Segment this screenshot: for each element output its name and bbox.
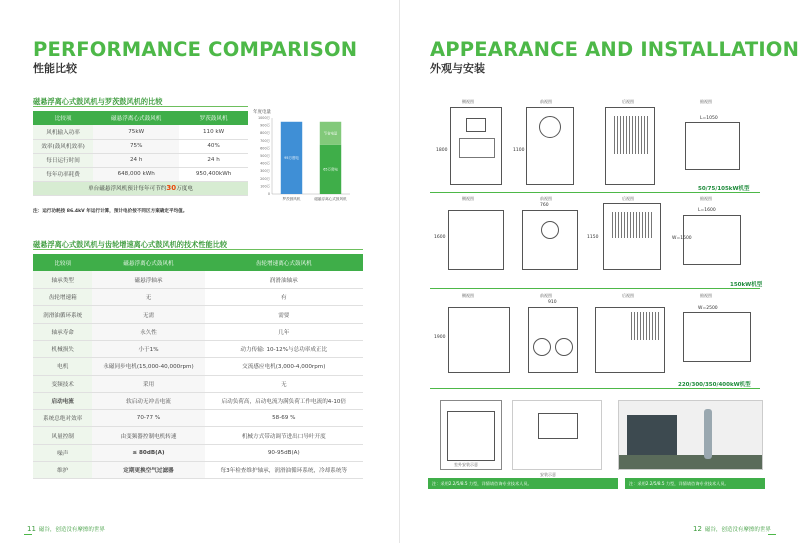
footer-slogan: 磁谷，创造没有摩擦的世界 [704,527,771,533]
caption: 侧视图 [462,99,474,104]
table-header: 磁悬浮离心式鼓风机 [93,111,179,125]
page-number: 12 [693,525,702,533]
table-cell: 启动电流 [33,392,92,409]
dimension-label: 1900 [434,335,446,340]
table-cell: 40% [179,139,248,153]
table-cell: 950,400kWh [179,167,248,181]
table-cell: 每3年检查维护轴承，润滑油循环系统，冷却系统等 [205,462,363,479]
y-tick-label: 500万 [260,154,270,158]
bar-label: 65万度电 [323,167,338,172]
caption: 后视图 [622,196,634,201]
table-row [33,375,363,392]
table-row [33,125,248,139]
page-number: 11 [27,525,36,533]
section-title: 磁悬浮离心式鼓风机与齿轮增速离心式鼓风机的技术性能比较 [33,240,228,249]
table-cell: 58-69 % [205,410,363,427]
dimension-label: 910 [548,300,557,305]
comparison-table-1 [33,111,248,196]
table-cell: ≤ 80dB(A) [92,444,204,461]
footer [24,525,105,533]
table-cell: 齿轮增速箱 [33,289,92,306]
table-header: 罗茨鼓风机 [179,111,248,125]
y-tick-label: 1000万 [257,116,270,120]
caption: 安装示意 [540,472,556,477]
table-cell: 效率(鼓风机效率) [33,139,93,153]
blower-drawing-top [683,312,751,362]
table-cell: 机械方式带动调节进出口导叶开度 [205,427,363,444]
x-tick-label: 磁悬浮离心式鼓风机 [314,197,347,201]
caption: 室外安装示意 [454,462,478,467]
model-label: 50/75/105kW机型 [698,186,750,192]
dimension-label: 760 [540,203,549,208]
footnote: 注：运行功耗按 86.4kV 年运行计算，预计电价按不同区方案确定平均值。 [33,209,188,214]
table-cell: 90-95dB(A) [205,444,363,461]
table-cell: 润滑油循环系统 [33,306,92,323]
table-cell: 648,000 kWh [93,167,179,181]
table-cell: 75% [93,139,179,153]
caption: 侧视图 [462,293,474,298]
caption: 前视图 [540,196,552,201]
install-layout-drawing [512,400,602,470]
model-divider [430,388,760,389]
table-cell: 轴承寿命 [33,323,92,340]
y-tick-label: 800万 [260,131,270,136]
blower-drawing-back [603,203,661,270]
table-cell: 70-77 % [92,410,204,427]
dimension-label: 1150 [587,235,599,240]
model-divider [430,192,760,193]
install-note: 注：采用2.2/5/8.5 力型，详情请咨询专业技术人员。 [428,478,618,489]
table-row [33,289,363,306]
caption: 前视图 [540,99,552,104]
blower-drawing-back [595,307,665,373]
blower-drawing-back [605,107,655,185]
dimension-label: L=1050 [700,116,718,121]
table-cell: 风机输入功率 [33,125,93,139]
chart-title: 年度电量 [253,110,271,115]
dimension-label: 1800 [436,148,448,153]
model-divider [430,288,760,289]
table-cell: 维护 [33,462,92,479]
y-tick-label: 400万 [260,161,270,166]
right-page [400,0,800,543]
y-tick-label: 300万 [260,169,270,174]
bar-label: 节省电量 [323,131,338,136]
dimension-label: W=2500 [698,306,718,311]
page-subtitle: 性能比较 [33,62,77,75]
model-label: 150kW机型 [730,282,763,288]
table-cell: 机械损失 [33,340,92,357]
page-subtitle: 外观与安装 [430,62,485,75]
table-row [33,323,363,340]
table-cell: 风量控制 [33,427,92,444]
table-row [33,462,363,479]
install-unit-drawing [440,400,502,470]
blower-drawing-front [526,107,574,185]
page-title: PERFORMANCE COMPARISON [33,38,358,61]
table-header: 齿轮增速离心式鼓风机 [205,254,363,271]
table-cell: 由变频器控制电机转速 [92,427,204,444]
table-row [33,306,363,323]
blower-drawing-side [448,307,510,373]
dimension-label: W=1500 [672,236,692,241]
table-header: 比较项 [33,254,92,271]
table-row [33,340,363,357]
savings-value: 30 [166,184,177,192]
blower-drawing-side [450,107,502,185]
model-label: 220/300/350/400kW机型 [678,382,751,388]
blower-drawing-side [448,210,504,270]
blower-drawing-front [528,307,578,373]
y-tick-label: 600万 [260,146,270,151]
caption: 俯视图 [700,99,712,104]
energy-bar-chart [250,106,360,216]
table-cell: 采用 [92,375,204,392]
comparison-table-2 [33,254,363,479]
table-cell: 无需 [92,306,204,323]
caption: 后视图 [622,99,634,104]
install-note: 注：采用2.2/5/8.5 力型，详情请咨询专业技术人员。 [625,478,765,489]
table-row [33,271,363,288]
table-row [33,153,248,167]
caption: 后视图 [622,293,634,298]
section-divider [33,106,248,107]
table-cell: 噪声 [33,444,92,461]
table-cell: 轴承类型 [33,271,92,288]
table-row [33,167,248,181]
table-cell: 几年 [205,323,363,340]
table-cell: 小于1% [92,340,204,357]
table-cell: 电机 [33,358,92,375]
table-cell: 24 h [179,153,248,167]
savings-unit: 万度电 [176,186,193,192]
footer [690,525,771,533]
caption: 侧视图 [462,196,474,201]
table-cell: 110 kW [179,125,248,139]
y-tick-label: 900万 [260,123,270,128]
table-cell: 永久性 [92,323,204,340]
bar-label: 95万度电 [284,155,299,160]
y-tick-label: 0 [267,192,270,196]
dimension-label: 1600 [434,235,446,240]
footer-rule [768,534,776,535]
page-title: APPEARANCE AND INSTALLATION [430,38,800,61]
table-cell: 启动负荷高，启动电流为满负荷工作电流的4-10倍 [205,392,363,409]
table-cell: 有 [205,289,363,306]
table-row [33,444,363,461]
table-row [33,392,363,409]
section-divider [33,249,363,250]
table-header: 比较项 [33,111,93,125]
table-row [33,139,248,153]
dimension-label: L=1600 [698,208,716,213]
table-cell: 无 [92,289,204,306]
table-cell: 变频技术 [33,375,92,392]
footer-slogan: 磁谷，创造没有摩擦的世界 [38,527,105,533]
table-cell: 软启动无冲击电流 [92,392,204,409]
blower-drawing-top [685,122,740,170]
dimension-label: 1100 [513,148,525,153]
table-cell: 无 [205,375,363,392]
footer-rule [24,534,32,535]
x-tick-label: 罗茨鼓风机 [282,197,301,201]
table-cell: 定期更换空气过滤器 [92,462,204,479]
table-cell: 磁悬浮轴承 [92,271,204,288]
caption: 前视图 [540,293,552,298]
table-row [33,358,363,375]
table-cell: 每年功率耗费 [33,167,93,181]
table-row [33,410,363,427]
table-cell: 需要 [205,306,363,323]
table-header: 磁悬浮离心式鼓风机 [92,254,204,271]
blower-drawing-front [522,210,578,270]
y-tick-label: 100万 [260,184,270,189]
table-cell: 24 h [93,153,179,167]
table-cell: 系统总绝对效率 [33,410,92,427]
y-tick-label: 700万 [260,138,270,143]
table-row [33,427,363,444]
table-cell: 动力传输: 10-12%与总功率成正比 [205,340,363,357]
table-cell: 润滑油轴承 [205,271,363,288]
y-tick-label: 200万 [260,176,270,181]
table-footer-row [33,181,248,195]
install-site-drawing [618,400,763,470]
section-title: 磁悬浮离心式鼓风机与罗茨鼓风机的比较 [33,97,163,106]
savings-text: 单台磁悬浮风机预计每年可节约 [88,186,167,192]
caption: 俯视图 [700,293,712,298]
table-cell: 每日运行时间 [33,153,93,167]
table-cell: 交流感应电机(3,000-4,000rpm) [205,358,363,375]
table-cell: 75kW [93,125,179,139]
table-cell: 永磁同步电机(15,000-40,000rpm) [92,358,204,375]
caption: 俯视图 [700,196,712,201]
